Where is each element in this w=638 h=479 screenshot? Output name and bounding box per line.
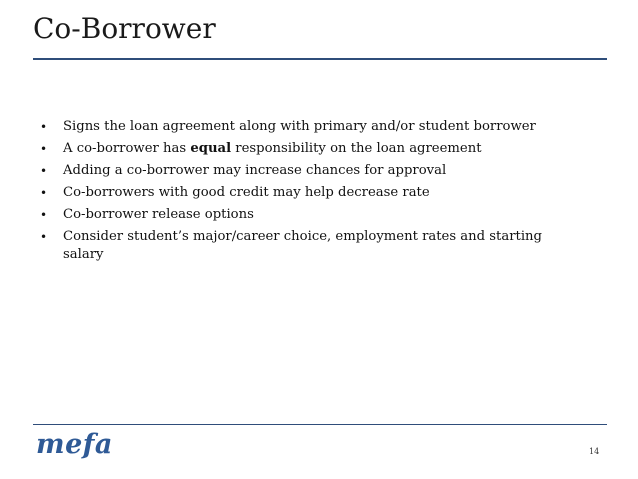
page-number: 14 [589, 447, 600, 456]
bullet-text: Signs the loan agreement along with primary and/or student borrower [63, 119, 536, 134]
bullet-emphasis: equal [190, 141, 232, 156]
title-divider [33, 58, 607, 60]
bullet-marker: • [40, 208, 48, 222]
bullet-text: Co-borrowers with good credit may help decrease rate [63, 185, 430, 200]
bullet-text-after: responsibility on the loan agreement [231, 141, 482, 156]
footer-divider [33, 424, 607, 425]
bullet-list [40, 118, 580, 268]
bullet-item [40, 228, 580, 264]
bullet-marker: • [40, 230, 48, 244]
mefa-logo: mefa [36, 429, 113, 460]
bullet-item [40, 162, 580, 180]
bullet-text: A co-borrower has [63, 141, 191, 156]
bullet-text: Co-borrower release options [63, 207, 254, 222]
bullet-item [40, 184, 580, 202]
bullet-item [40, 206, 580, 224]
bullet-marker: • [40, 120, 48, 134]
bullet-item [40, 140, 580, 158]
bullet-text: Consider student’s major/career choice, employment rates and starting salary [63, 229, 542, 262]
bullet-marker: • [40, 142, 48, 156]
bullet-marker: • [40, 164, 48, 178]
bullet-item [40, 118, 580, 136]
bullet-marker: • [40, 186, 48, 200]
slide-title: Co-Borrower [33, 12, 216, 45]
bullet-text: Adding a co-borrower may increase chances for approval [63, 163, 447, 178]
